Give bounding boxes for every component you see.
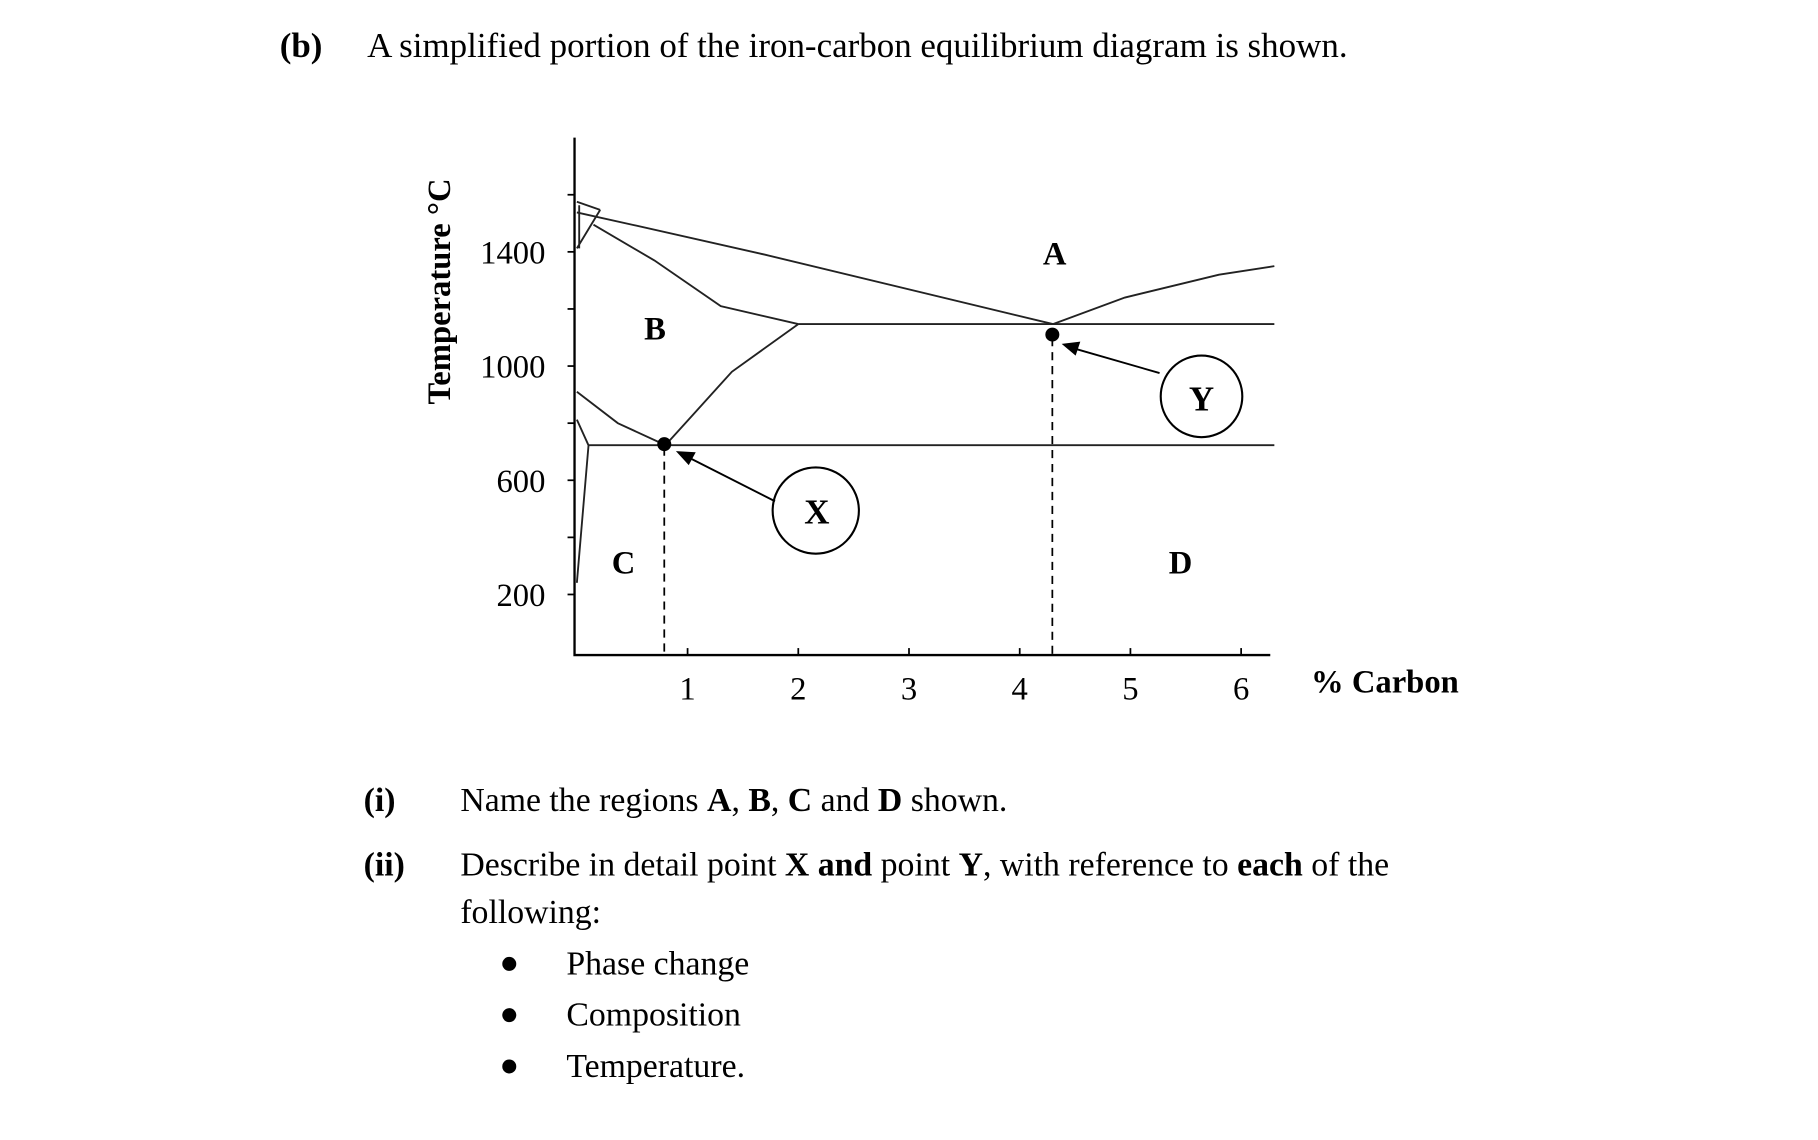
point-y-label: Y: [1188, 379, 1215, 419]
axes: [575, 138, 1271, 655]
a3-line: [577, 392, 666, 445]
liquidus-left-line: [577, 212, 1053, 324]
y-tick-label: 600: [496, 463, 546, 500]
liquidus-right-line: [1053, 266, 1274, 324]
sub-i-label: (i): [363, 782, 396, 820]
bullet-item: Phase change: [566, 945, 750, 983]
region-a-label: A: [1042, 236, 1067, 273]
bullet-list: [502, 945, 749, 1085]
iron-carbon-diagram: [422, 138, 1459, 708]
region-d-label: D: [1168, 545, 1193, 582]
arrow-y-line: [1074, 349, 1159, 373]
y-tick-label: 200: [496, 578, 546, 615]
bullet-item: Composition: [566, 996, 741, 1034]
arrow-x-line: [690, 458, 775, 501]
sub-i-text: Name the regions A, B, C and D shown.: [460, 782, 1008, 820]
x-tick-label: 5: [1122, 671, 1139, 708]
x-tick-label: 4: [1011, 671, 1028, 708]
delta-region-lines: [577, 202, 600, 583]
region-b-label: B: [644, 311, 666, 348]
point-y-marker: [1045, 328, 1059, 342]
acm-line: [665, 324, 798, 445]
region-c-label: C: [611, 545, 636, 582]
sub-ii-text: Describe in detail point X and point Y, with reference to each of the: [460, 846, 1390, 884]
sub-ii-text-line2: following:: [460, 894, 602, 932]
bullet-icon: [502, 1059, 516, 1073]
point-x-marker: [657, 437, 671, 451]
x-tick-label: 2: [790, 671, 807, 708]
bullet-item: Temperature.: [566, 1047, 746, 1085]
y-tick-label: 1000: [480, 349, 546, 386]
x-tick-label: 6: [1232, 671, 1250, 708]
sub-ii-label: (ii): [363, 846, 405, 884]
arrow-y-head: [1062, 342, 1081, 356]
point-x-label: X: [804, 492, 830, 532]
part-label: (b): [279, 26, 323, 66]
y-tick-label: 1400: [480, 235, 546, 272]
bullet-icon: [502, 1008, 516, 1022]
y-axis-label: Temperature °C: [421, 178, 458, 405]
arrow-x-head: [676, 451, 696, 465]
x-tick-label: 3: [900, 671, 918, 708]
intro-text: A simplified portion of the iron-carbon equilibrium diagram is shown.: [367, 26, 1348, 66]
x-axis-label: % Carbon: [1311, 664, 1459, 701]
bullet-icon: [502, 957, 516, 971]
x-tick-label: 1: [679, 671, 696, 708]
